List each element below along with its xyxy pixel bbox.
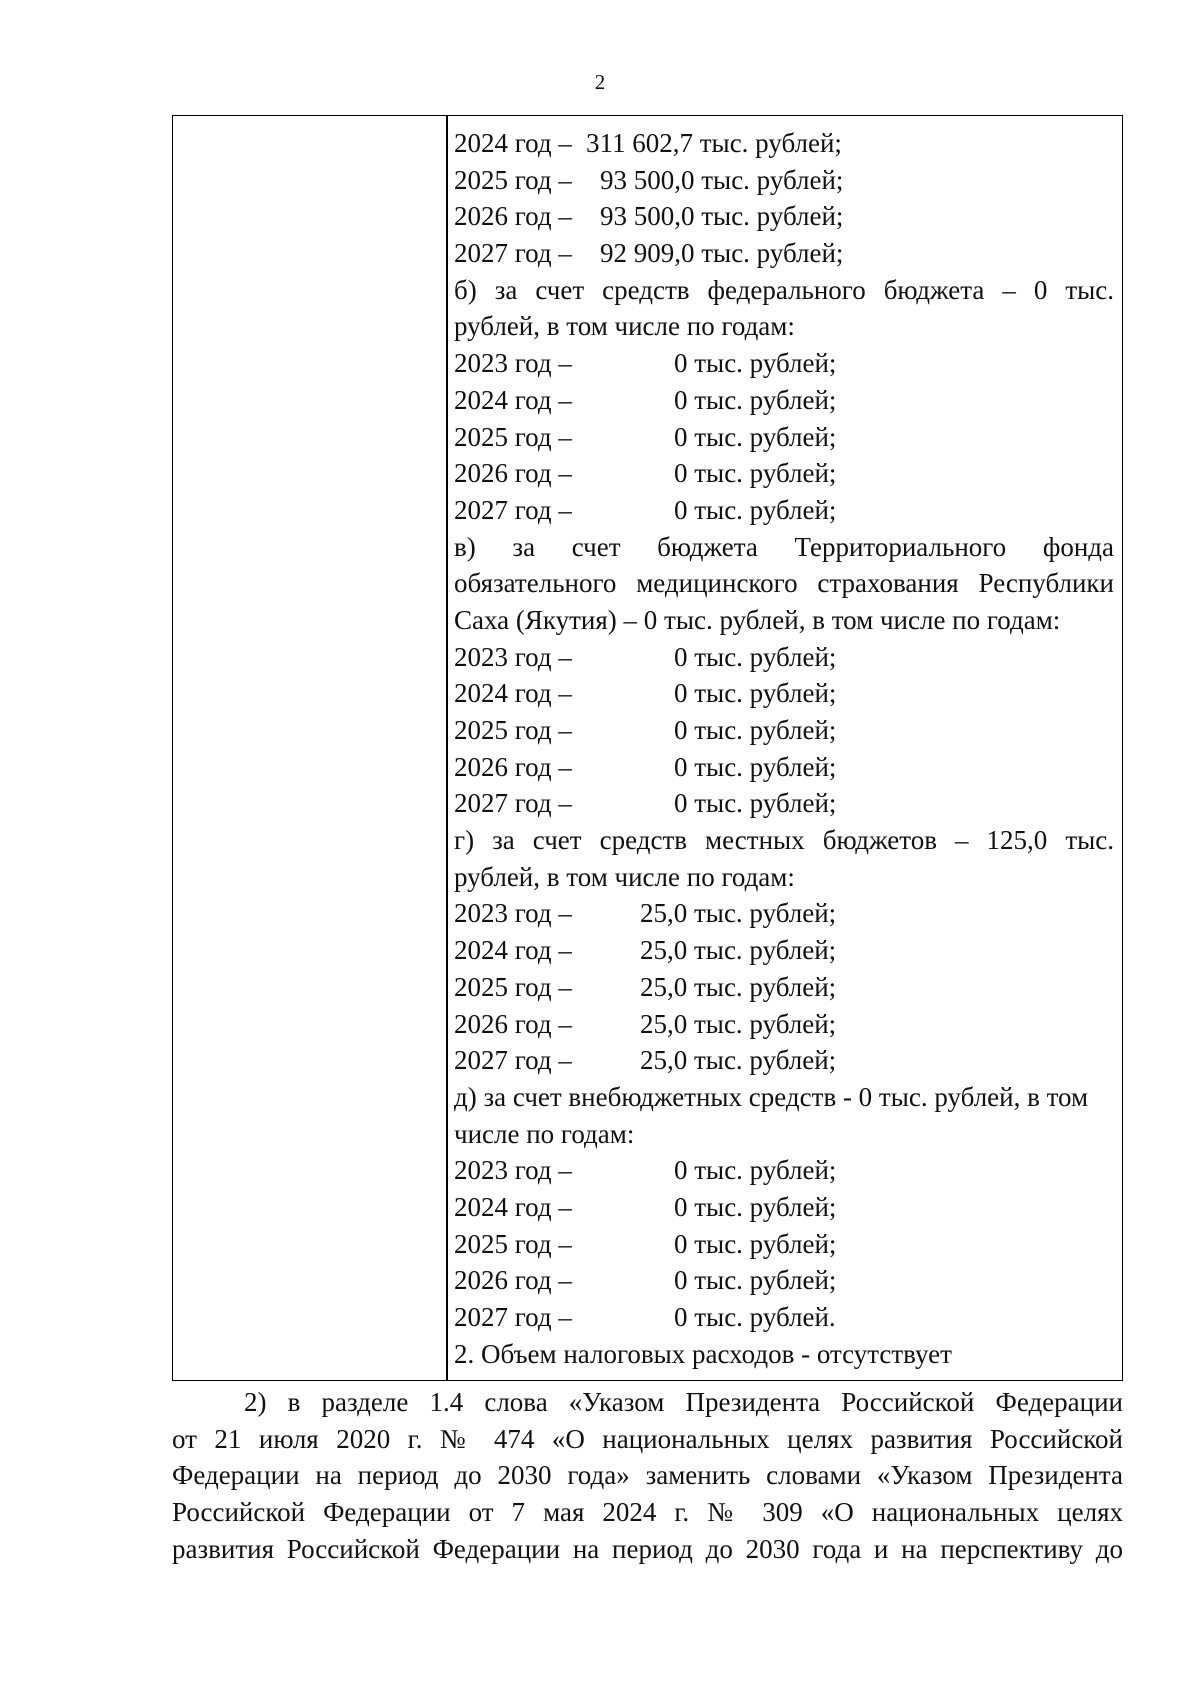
amount-value: 25,0 тыс. рублей; bbox=[640, 1045, 837, 1076]
year-label: 2024 год – bbox=[454, 935, 572, 966]
amount-value: 0 тыс. рублей; bbox=[674, 1265, 837, 1296]
paragraph-line: Федерации на период до 2030 года» заменить словами «Указом Президента bbox=[172, 1460, 1123, 1491]
amendment-paragraph bbox=[172, 1384, 1123, 1567]
text-line: рублей, в том числе по годам: bbox=[454, 861, 795, 892]
funding-year-row bbox=[454, 932, 1114, 969]
funding-year-row bbox=[454, 712, 1114, 749]
funding-year-row bbox=[454, 198, 1114, 235]
text-line: 2. Объем налоговых расходов - отсутствует bbox=[454, 1338, 952, 1369]
year-label: 2026 год – bbox=[454, 458, 572, 489]
amount-value: 0 тыс. рублей; bbox=[674, 1155, 837, 1186]
page-number: 2 bbox=[594, 70, 606, 94]
funding-year-row bbox=[454, 419, 1114, 456]
amount-value: 25,0 тыс. рублей; bbox=[640, 935, 837, 966]
column-divider bbox=[446, 116, 448, 1380]
funding-year-row bbox=[454, 345, 1114, 382]
funding-year-row bbox=[454, 492, 1114, 529]
year-label: 2027 год – bbox=[454, 1045, 572, 1076]
year-label: 2023 год – bbox=[454, 348, 572, 379]
amount-value: 0 тыс. рублей; bbox=[674, 788, 837, 819]
paragraph-line: развития Российской Федерации на период до 2030 года и на перспективу до bbox=[172, 1533, 1123, 1564]
funding-year-row bbox=[454, 125, 1114, 162]
year-label: 2027 год – bbox=[454, 238, 572, 269]
year-label: 2025 год – bbox=[454, 971, 572, 1002]
funding-year-row bbox=[454, 749, 1114, 786]
funding-year-row bbox=[454, 382, 1114, 419]
year-label: 2026 год – bbox=[454, 201, 572, 232]
funding-year-row bbox=[454, 455, 1114, 492]
text-line: д) за счет внебюджетных средств - 0 тыс. рублей, в том bbox=[454, 1081, 1089, 1112]
funding-source-line: обязательного медицинского страхования Республики bbox=[454, 568, 1114, 599]
amount-value: 0 тыс. рублей; bbox=[674, 715, 837, 745]
funding-source-line: в) за счет бюджета Территориального фонда bbox=[454, 531, 1114, 562]
amount-value: 25,0 тыс. рублей; bbox=[640, 971, 837, 1002]
year-label: 2024 год – bbox=[454, 384, 572, 415]
text-line: числе по годам: bbox=[454, 1118, 635, 1149]
year-label: 2025 год – bbox=[454, 1228, 572, 1259]
amount-value: 0 тыс. рублей; bbox=[674, 1228, 837, 1259]
year-label: 2027 год – bbox=[454, 494, 572, 525]
amount-value: 93 500,0 тыс. рублей; bbox=[600, 201, 844, 232]
year-label: 2027 год – bbox=[454, 1302, 572, 1332]
year-label: 2026 год – bbox=[454, 1008, 572, 1039]
table-right-cell bbox=[454, 125, 1114, 1372]
funding-year-row bbox=[454, 1006, 1114, 1043]
funding-year-row bbox=[454, 1189, 1114, 1226]
year-label: 2025 год – bbox=[454, 715, 572, 745]
amount-value: 93 500,0 тыс. рублей; bbox=[600, 164, 844, 195]
year-label: 2023 год – bbox=[454, 898, 572, 929]
amount-value: 25,0 тыс. рублей; bbox=[640, 898, 837, 929]
amount-value: 0 тыс. рублей; bbox=[674, 641, 837, 672]
paragraph-line: Российской Федерации от 7 мая 2024 г. № 309 «О национальных целях bbox=[172, 1497, 1123, 1528]
amount-value: 0 тыс. рублей; bbox=[674, 348, 837, 379]
amount-value: 0 тыс. рублей; bbox=[674, 1191, 837, 1222]
year-label: 2026 год – bbox=[454, 751, 572, 782]
year-label: 2025 год – bbox=[454, 421, 572, 452]
funding-year-row bbox=[454, 639, 1114, 676]
funding-year-row bbox=[454, 785, 1114, 822]
funding-source-line: г) за счет средств местных бюджетов – 125,0 тыс. bbox=[454, 825, 1114, 856]
year-label: 2024 год – bbox=[454, 678, 572, 709]
year-label: 2027 год – bbox=[454, 788, 572, 819]
amount-value: 0 тыс. рублей; bbox=[674, 678, 837, 709]
funding-source-line: б) за счет средств федерального бюджета – 0 тыс. bbox=[454, 274, 1114, 305]
funding-year-row bbox=[454, 1042, 1114, 1079]
text-line: Саха (Якутия) – 0 тыс. рублей, в том числе по годам: bbox=[454, 604, 1061, 635]
amount-value: 0 тыс. рублей; bbox=[674, 494, 837, 525]
text-line: рублей, в том числе по годам: bbox=[454, 311, 795, 342]
paragraph-line: от 21 июля 2020 г. № 474 «О национальных целях развития Российской bbox=[172, 1423, 1123, 1454]
funding-year-row bbox=[454, 1299, 1114, 1336]
amount-value: 0 тыс. рублей. bbox=[674, 1302, 836, 1332]
year-label: 2023 год – bbox=[454, 641, 572, 672]
amount-value: 0 тыс. рублей; bbox=[674, 384, 837, 415]
funding-year-row bbox=[454, 162, 1114, 199]
funding-year-row bbox=[454, 969, 1114, 1006]
year-label: 2024 год – bbox=[454, 128, 572, 158]
year-label: 2025 год – bbox=[454, 164, 572, 195]
funding-year-row bbox=[454, 895, 1114, 932]
amount-value: 92 909,0 тыс. рублей; bbox=[600, 238, 844, 269]
funding-year-row bbox=[454, 1262, 1114, 1299]
funding-year-row bbox=[454, 1152, 1114, 1189]
amount-value: 0 тыс. рублей; bbox=[674, 751, 837, 782]
funding-year-row bbox=[454, 675, 1114, 712]
year-label: 2023 год – bbox=[454, 1155, 572, 1186]
paragraph-line: 2) в разделе 1.4 слова «Указом Президента Российской Федерации bbox=[244, 1387, 1123, 1417]
amount-value: 311 602,7 тыс. рублей; bbox=[586, 128, 842, 158]
year-label: 2026 год – bbox=[454, 1265, 572, 1296]
financing-table bbox=[172, 115, 1123, 1381]
funding-year-row bbox=[454, 1226, 1114, 1263]
amount-value: 25,0 тыс. рублей; bbox=[640, 1008, 837, 1039]
amount-value: 0 тыс. рублей; bbox=[674, 421, 837, 452]
amount-value: 0 тыс. рублей; bbox=[674, 458, 837, 489]
funding-year-row bbox=[454, 235, 1114, 272]
year-label: 2024 год – bbox=[454, 1191, 572, 1222]
